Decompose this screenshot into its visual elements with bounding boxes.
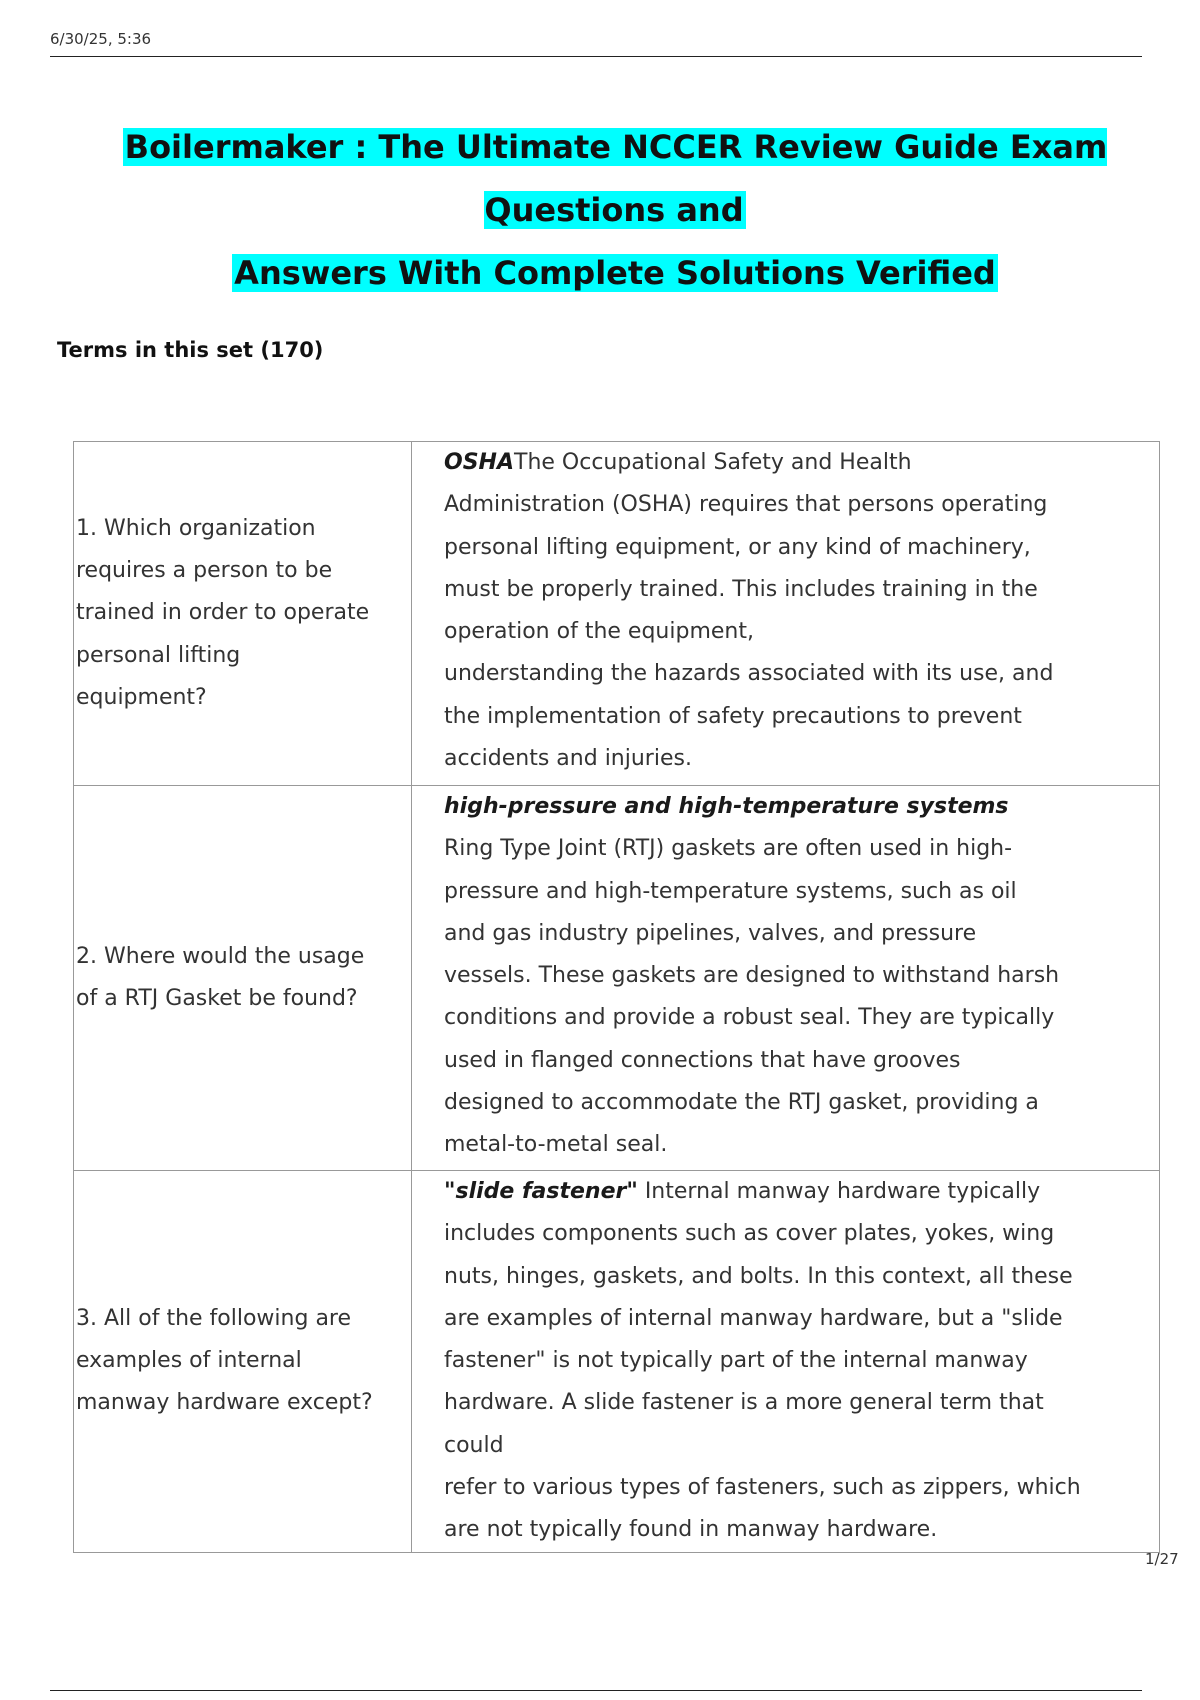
title-line-2: Answers With Complete Solutions Verified [234, 254, 996, 292]
question-cell [74, 1171, 412, 1553]
answer-text-continued: refer to various types of fasteners, such as zippers, which are not typically found in manway hardware. [444, 1475, 1081, 1543]
title-line-1: Boilermaker : The Ultimate NCCER Review Guide Exam Questions and [124, 128, 1108, 229]
answer-term-open-quote: " [444, 1179, 456, 1204]
page-number: 1/27 [1145, 1550, 1179, 1568]
answer-text: The Occupational Safety and Health Administration (OSHA) requires that persons operating personal lifting equipment, or any kind of machinery, must be properly trained. This includes training in the operation of the equipment, [444, 450, 1048, 645]
answer-term-close-quote: " [626, 1179, 638, 1204]
answer-term: slide fastener [455, 1179, 627, 1204]
answer-cell [412, 786, 1160, 1171]
question-text: 2. Where would the usage of a RTJ Gasket be found? [76, 943, 365, 1011]
answer-term: high-pressure and high-temperature systems [444, 794, 1009, 819]
terms-count-heading: Terms in this set (170) [57, 338, 324, 362]
question-text: 3. All of the following are examples of internal manway hardware except? [76, 1305, 373, 1416]
question-text: 1. Which organization requires a person to be trained in order to operate personal lifting equipment? [76, 515, 370, 710]
table-row [74, 786, 1160, 1171]
print-timestamp: 6/30/25, 5:36 [50, 30, 152, 48]
answer-cell [412, 442, 1160, 786]
table-row [74, 1171, 1160, 1553]
footer-divider [50, 1690, 1142, 1691]
answer-text: Internal manway hardware typically includes components such as cover plates, yokes, wing nuts, hinges, gaskets, and bolts. In this context, all these are examples of internal manway hardware, but a "slide fastener" is not typically part of the internal manway hardware. A slide fastener is a more general term that could [444, 1179, 1073, 1458]
answer-text-continued: understanding the hazards associated with its use, and the implementation of safety precautions to prevent accidents and injuries. [444, 661, 1054, 772]
header-divider [50, 56, 1142, 57]
document-title [30, 116, 1200, 305]
flashcard-table [73, 441, 1160, 1553]
answer-cell [412, 1171, 1160, 1553]
answer-term: OSHA [444, 450, 514, 475]
question-cell [74, 442, 412, 786]
table-row [74, 442, 1160, 786]
answer-text: Ring Type Joint (RTJ) gaskets are often used in high-pressure and high-temperature systems, such as oil and gas industry pipelines, valves, and pressure vessels. These gaskets are designed to withstand harsh conditions and provide a robust seal. They are typically used in flanged connections that have grooves designed to accommodate the RTJ gasket, providing a metal-to-metal seal. [444, 836, 1060, 1158]
question-cell [74, 786, 412, 1171]
